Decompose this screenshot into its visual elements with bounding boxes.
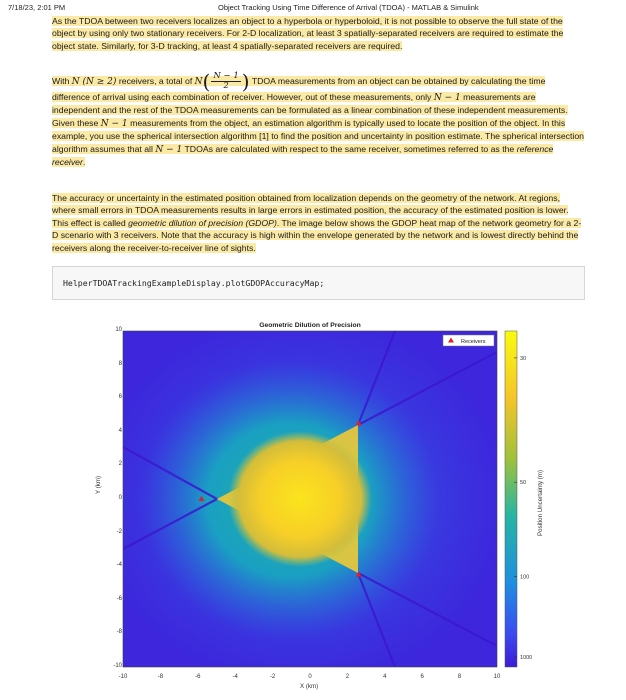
y-tick-label: -2 bbox=[116, 528, 122, 535]
y-tick-label: 4 bbox=[118, 427, 122, 434]
fraction-numerator: N − 1 bbox=[213, 71, 239, 81]
x-tick-label: -8 bbox=[157, 674, 164, 680]
x-tick-label: 6 bbox=[420, 674, 424, 680]
n-symbol: N bbox=[194, 76, 203, 87]
y-tick-label: 10 bbox=[115, 327, 122, 333]
y-tick-label: -10 bbox=[113, 663, 122, 669]
y-tick-label: -6 bbox=[116, 595, 122, 602]
y-tick-label: -8 bbox=[116, 629, 122, 636]
line3b-text: measurements from the object, an estimation algorithm is typically used to locate the position of the object. In this example, you use the spherical intersection algorithm [1] to find the position and uncertainty in position estimate. The spherical intersection algorithm assumes that all bbox=[52, 117, 585, 154]
chart-title: Geometric Dilution of Precision bbox=[259, 322, 361, 329]
x-tick-label: -4 bbox=[232, 674, 238, 680]
print-date: 7/18/23, 2:01 PM bbox=[8, 3, 66, 12]
colorbar-label: Position Uncertainty (m) bbox=[537, 469, 544, 536]
colorbar-tick-label: 30 bbox=[520, 355, 527, 362]
y-tick-label: 0 bbox=[118, 495, 122, 501]
accuracy-text-a: The accuracy or uncertainty in the estimated position obtained from localization depends on the geometry of the network. At regions, where small errors in TDOA measurements results in large errors in estimated position, the accuracy of the estimated position is lower. This effect is called bbox=[52, 193, 569, 228]
reference-receiver-term: reference receiver bbox=[52, 143, 554, 168]
para2-period: . bbox=[82, 157, 86, 168]
after-fraction-text: TDOA measurements from an object can be obtained by calculating bbox=[251, 75, 513, 86]
y-tick-label: -4 bbox=[116, 562, 122, 569]
x-axis-label: X (km) bbox=[300, 683, 319, 690]
receivers-total-text: receivers, a total of bbox=[118, 75, 193, 86]
line3-text: measurements are independent and the rest of the TDOA measurements can be formulated as a linear combination of these independent measurements. Given these bbox=[52, 92, 568, 128]
legend-label: Receivers bbox=[461, 339, 486, 345]
x-tick-label: 2 bbox=[345, 674, 350, 680]
n-minus-1-a: N − 1 bbox=[433, 93, 461, 103]
code-line: HelperTDOATrackingExampleDisplay.plotGDOPAccuracyMap; bbox=[63, 278, 325, 288]
accuracy-text-b: . The image below shows the GDOP heat map of the network geometry for a 2-D scenario with 3 receivers. Note that the accuracy is high within the envelope generated by the network and is lowest directly behind the receivers along the receiver-to-receiver line of sights. bbox=[52, 217, 582, 253]
fraction-denominator: 2 bbox=[223, 81, 229, 91]
print-title: Object Tracking Using Time Difference of Arrival (TDOA) - MATLAB & Simulink bbox=[218, 3, 479, 12]
n-condition: N (N ≥ 2) bbox=[71, 76, 117, 87]
y-tick-label: 8 bbox=[118, 360, 122, 367]
line3c-text: TDOAs are calculated with respect to the same receiver, sometimes referred to as the bbox=[184, 143, 515, 154]
colorbar bbox=[505, 331, 517, 667]
x-tick-label: -10 bbox=[118, 674, 128, 680]
gdop-term: geometric dilution of precision (GDOP) bbox=[128, 217, 277, 228]
heatmap-field bbox=[90, 310, 510, 690]
x-tick-label: 0 bbox=[308, 674, 312, 680]
paragraph-tdoa-measurements: With N (N ≥ 2) receivers, a total of N( $\frac{N - 1}{2}$ ) TDOA measurements from an object can be obtained by calculating the time difference of arrival using each combination of receiver. However, out of these measurements, only N − 1 measurements are independent and the rest of the TDOA measurements can be formulated as a linear combination of these independent measurements. Given these N − 1 measurements from the object, an estimation algorithm is typically used to locate the position of the object. In this example, you use the spherical intersection algorithm [1] to find the position and uncertainty in position estimate. The spherical intersection algorithm assumes that all N − 1 TDOAs are calculated with respect to the same receiver, sometimes referred to as the reference receiver. bbox=[52, 69, 585, 168]
x-tick-label: 10 bbox=[493, 674, 501, 680]
colorbar-tick-label: 1000 bbox=[520, 654, 533, 661]
y-tick-label: 6 bbox=[118, 394, 122, 401]
paragraph-observability-text: As the TDOA between two receivers localizes an object to a hyperbola or hyperboloid, it is not possible to observe the full state of the object by using only two stationary receivers. For 2-D localization, at least 3 spatially-separated receivers are required to estimate the object state. Similarly, for 3-D tracking, at least 4 spatially-separated receivers are required. bbox=[52, 16, 564, 51]
x-tick-label: 4 bbox=[383, 674, 387, 680]
line2-text: the time difference of arrival using each combination of receiver. However, out of these measurements, only bbox=[52, 75, 546, 102]
y-tick-label: 2 bbox=[118, 461, 122, 468]
with-text: With bbox=[52, 75, 70, 86]
chart-legend bbox=[443, 335, 494, 346]
n-minus-1-c: N − 1 bbox=[155, 144, 183, 155]
y-axis-label: Y (km) bbox=[95, 475, 102, 494]
x-tick-label: -6 bbox=[195, 674, 201, 680]
colorbar-tick-label: 50 bbox=[520, 480, 527, 487]
x-tick-label: -2 bbox=[269, 674, 276, 680]
colorbar-tick-label: 100 bbox=[520, 574, 530, 581]
n-minus-1-b: N − 1 bbox=[100, 118, 128, 129]
x-tick-label: 8 bbox=[457, 674, 462, 680]
